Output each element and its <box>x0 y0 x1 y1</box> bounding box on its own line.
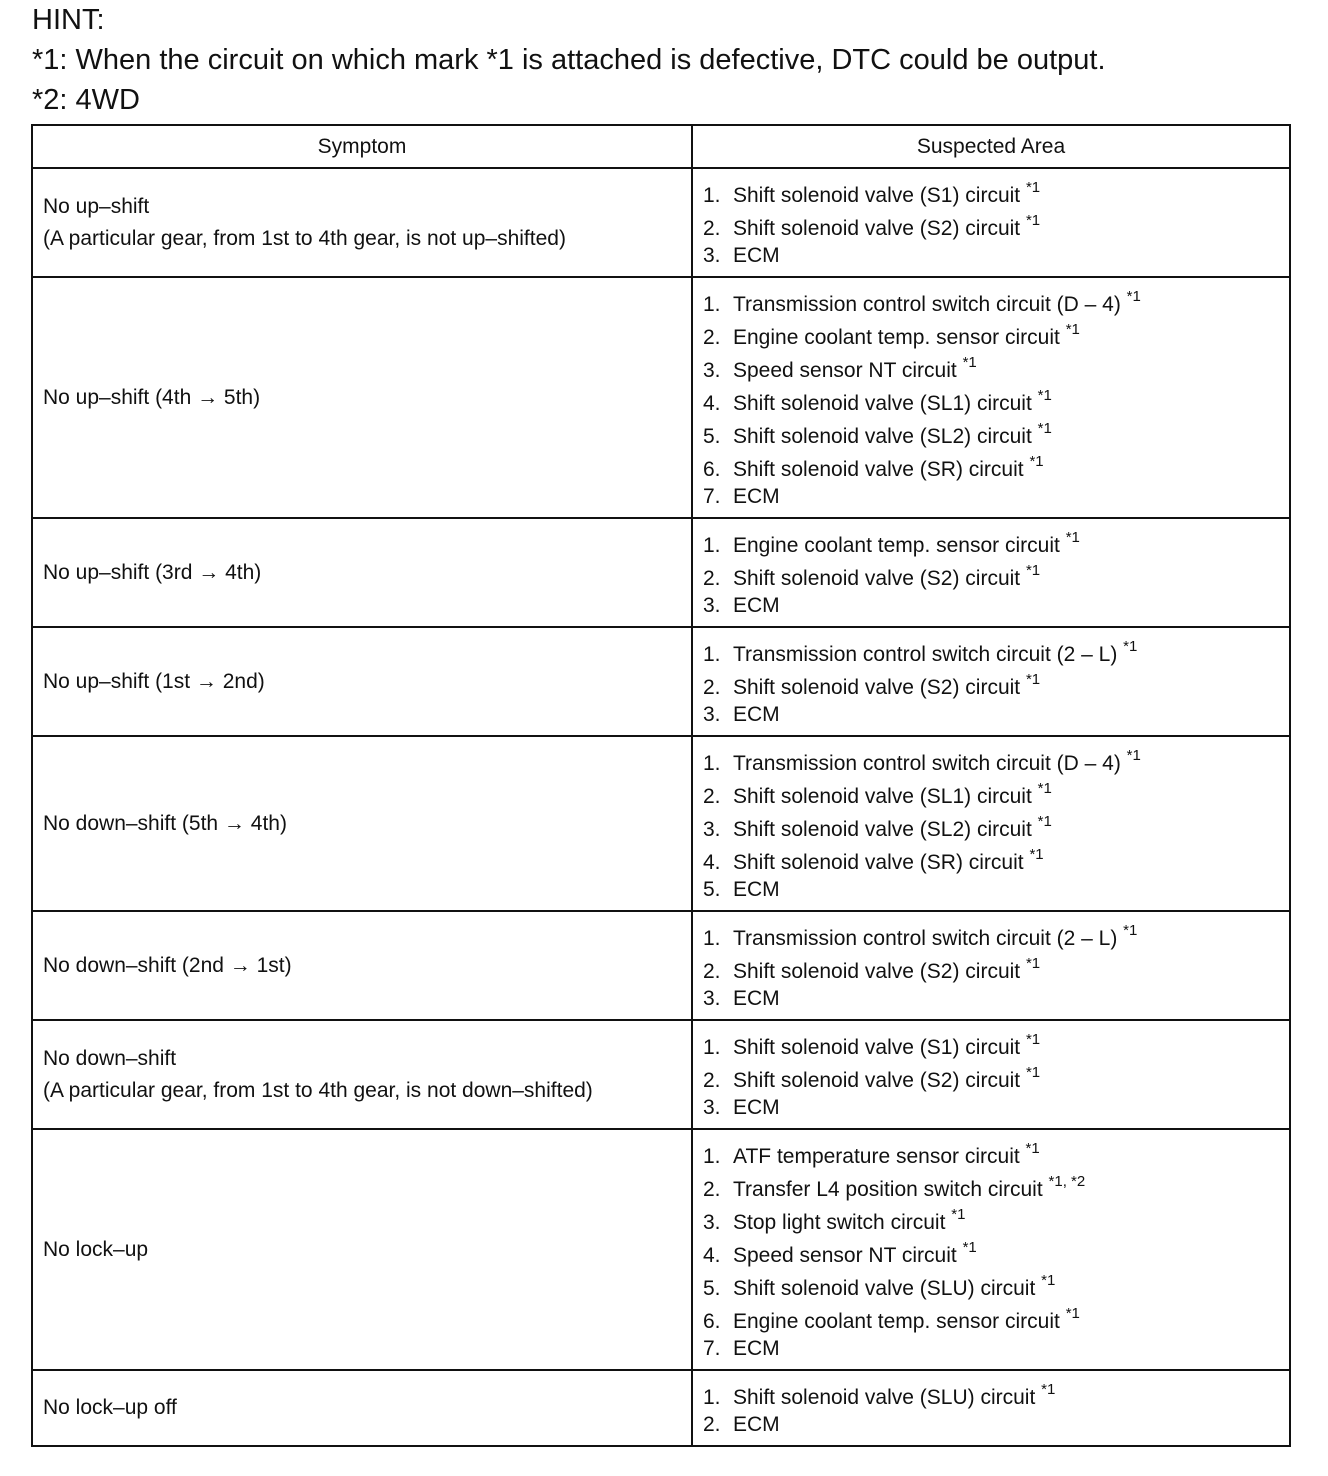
suspected-area-item <box>703 239 1289 272</box>
symptom-cell <box>32 1370 692 1446</box>
item-text: Transmission control switch circuit (2 – L) <box>733 927 1118 950</box>
item-text: ECM <box>733 594 780 617</box>
symptom-cell <box>32 1020 692 1129</box>
symptom-text: No lock–up <box>43 1237 149 1261</box>
footnote-mark: *1 <box>1025 212 1041 229</box>
item-number: 5. <box>703 425 721 448</box>
table-row <box>32 736 1290 911</box>
footnote-mark: *1 <box>1123 638 1138 655</box>
footnote-mark: *1 <box>1037 420 1052 437</box>
suspected-area-item <box>703 840 1289 873</box>
item-number: 1. <box>703 1386 721 1409</box>
item-number: 2. <box>703 326 721 349</box>
item-text: Shift solenoid valve (S1) circuit <box>733 1036 1021 1059</box>
item-number: 3. <box>703 594 721 617</box>
item-text: ECM <box>733 1096 780 1119</box>
item-text: Shift solenoid valve (S1) circuit <box>733 184 1021 207</box>
symptom-text: No up–shift <box>43 194 150 218</box>
suspected-area-item <box>703 173 1289 206</box>
item-text: Shift solenoid valve (SL2) circuit <box>733 425 1032 448</box>
table-body <box>32 168 1290 1446</box>
suspected-area-item <box>703 1332 1289 1365</box>
symptom-cell <box>32 1129 692 1370</box>
suspected-area-item <box>703 807 1289 840</box>
item-text: Shift solenoid valve (SL1) circuit <box>733 785 1032 808</box>
footnote-mark: *1 <box>1029 453 1044 470</box>
item-number: 3. <box>703 359 721 382</box>
hint-title: HINT: <box>32 4 105 36</box>
item-number: 1. <box>703 534 721 557</box>
item-text: Shift solenoid valve (S2) circuit <box>733 217 1021 240</box>
table-row <box>32 277 1290 518</box>
suspected-area-item <box>703 1375 1289 1408</box>
item-text: ECM <box>733 244 780 267</box>
suspected-area-cell <box>692 277 1290 518</box>
item-number: 2. <box>703 960 721 983</box>
hint-block <box>32 0 1106 120</box>
footnote-mark: *1 <box>1065 529 1080 546</box>
suspected-area-item <box>703 632 1289 665</box>
item-number: 2. <box>703 1413 721 1436</box>
footnote-mark: *1 <box>1025 179 1041 196</box>
item-text: Engine coolant temp. sensor circuit <box>733 534 1060 557</box>
item-text: Shift solenoid valve (SL1) circuit <box>733 392 1032 415</box>
item-text: Stop light switch circuit <box>733 1211 946 1234</box>
table-row <box>32 1370 1290 1446</box>
suspected-area-item <box>703 348 1289 381</box>
suspected-area-item <box>703 1299 1289 1332</box>
item-number: 5. <box>703 878 721 901</box>
table-row <box>32 168 1290 277</box>
suspected-area-cell <box>692 911 1290 1020</box>
suspected-area-cell <box>692 518 1290 627</box>
item-text: Transfer L4 position switch circuit <box>733 1178 1043 1201</box>
item-number: 4. <box>703 1244 721 1267</box>
symptom-text: No up–shift (4th → 5th) <box>43 385 261 409</box>
suspected-area-item <box>703 982 1289 1015</box>
item-text: Shift solenoid valve (SR) circuit <box>733 851 1024 874</box>
suspected-area-item <box>703 480 1289 513</box>
suspected-area-item <box>703 414 1289 447</box>
footnote-mark: *1 <box>1025 955 1041 972</box>
item-text: Shift solenoid valve (S2) circuit <box>733 567 1021 590</box>
footnote-mark: *1 <box>1029 846 1044 863</box>
footnote-mark: *1 <box>1037 813 1052 830</box>
suspected-area-item <box>703 1167 1289 1200</box>
suspected-area-item <box>703 282 1289 315</box>
footnote-mark: *1 <box>1126 288 1141 305</box>
suspected-area-item <box>703 206 1289 239</box>
item-number: 6. <box>703 1310 721 1333</box>
item-number: 1. <box>703 1036 721 1059</box>
footnote-mark: *1 <box>951 1206 966 1223</box>
suspected-area-cell <box>692 736 1290 911</box>
item-text: Shift solenoid valve (SR) circuit <box>733 458 1024 481</box>
suspected-area-item <box>703 556 1289 589</box>
item-number: 5. <box>703 1277 721 1300</box>
footnote-mark: *1 <box>1037 780 1052 797</box>
item-text: ECM <box>733 1337 780 1360</box>
item-text: Transmission control switch circuit (D – 4) <box>733 752 1121 775</box>
table-row <box>32 627 1290 736</box>
suspected-area-cell <box>692 1020 1290 1129</box>
item-text: Speed sensor NT circuit <box>733 1244 957 1267</box>
footnote-mark: *1 <box>962 1239 977 1256</box>
item-number: 2. <box>703 1069 721 1092</box>
item-text: Transmission control switch circuit (2 – L) <box>733 643 1118 666</box>
problem-symptoms-table <box>31 124 1291 1447</box>
suspected-area-item <box>703 1091 1289 1124</box>
suspected-area-item <box>703 1266 1289 1299</box>
table-row <box>32 911 1290 1020</box>
symptom-cell <box>32 736 692 911</box>
suspected-area-cell <box>692 168 1290 277</box>
suspected-area-item <box>703 873 1289 906</box>
item-text: Shift solenoid valve (S2) circuit <box>733 1069 1021 1092</box>
hint-note-2: *2: 4WD <box>32 84 140 116</box>
item-text: Engine coolant temp. sensor circuit <box>733 1310 1060 1333</box>
footnote-mark: *1 <box>1065 1305 1080 1322</box>
item-number: 1. <box>703 927 721 950</box>
suspected-area-item <box>703 665 1289 698</box>
item-number: 2. <box>703 217 721 240</box>
item-number: 7. <box>703 485 721 508</box>
symptom-cell <box>32 627 692 736</box>
table-row <box>32 518 1290 627</box>
item-number: 1. <box>703 643 721 666</box>
footnote-mark: *1 <box>1126 747 1141 764</box>
symptom-cell <box>32 277 692 518</box>
item-text: ECM <box>733 987 780 1010</box>
suspected-area-item <box>703 447 1289 480</box>
item-text: Engine coolant temp. sensor circuit <box>733 326 1060 349</box>
item-number: 3. <box>703 244 721 267</box>
table-row <box>32 1020 1290 1129</box>
symptom-cell <box>32 911 692 1020</box>
symptom-text: No lock–up off <box>43 1396 177 1419</box>
symptom-text: No up–shift (1st → 2nd) <box>43 669 265 693</box>
item-number: 7. <box>703 1337 721 1360</box>
item-number: 3. <box>703 1096 721 1119</box>
suspected-area-item <box>703 1058 1289 1091</box>
suspected-area-item <box>703 698 1289 731</box>
item-number: 4. <box>703 392 721 415</box>
footnote-mark: *1 <box>1065 321 1080 338</box>
suspected-area-item <box>703 1200 1289 1233</box>
suspected-area-item <box>703 741 1289 774</box>
item-number: 2. <box>703 567 721 590</box>
symptom-text: (A particular gear, from 1st to 4th gear, is not down–shifted) <box>43 1078 593 1102</box>
item-number: 3. <box>703 818 721 841</box>
item-number: 1. <box>703 1145 721 1168</box>
suspected-area-item <box>703 1408 1289 1441</box>
item-number: 4. <box>703 851 721 874</box>
footnote-mark: *1 <box>1041 1381 1056 1398</box>
footnote-mark: *1 <box>1025 1031 1041 1048</box>
footnote-mark: *1 <box>1025 1064 1041 1081</box>
item-number: 6. <box>703 458 721 481</box>
symptom-text: (A particular gear, from 1st to 4th gear, is not up–shifted) <box>43 226 566 250</box>
footnote-mark: *1 <box>1037 387 1052 404</box>
symptom-text: No down–shift (5th → 4th) <box>43 811 287 835</box>
suspected-area-item <box>703 523 1289 556</box>
footnote-mark: *1 <box>962 354 977 371</box>
item-text: Speed sensor NT circuit <box>733 359 957 382</box>
suspected-area-item <box>703 1233 1289 1266</box>
footnote-mark: *1 <box>1025 562 1041 579</box>
item-number: 3. <box>703 1211 721 1234</box>
symptom-cell <box>32 518 692 627</box>
item-number: 3. <box>703 987 721 1010</box>
footnote-mark: *1 <box>1025 1140 1040 1157</box>
header-symptom: Symptom <box>32 125 692 168</box>
symptom-text: No up–shift (3rd → 4th) <box>43 560 262 584</box>
suspected-area-item <box>703 916 1289 949</box>
suspected-area-cell <box>692 1129 1290 1370</box>
suspected-area-item <box>703 589 1289 622</box>
suspected-area-item <box>703 1134 1289 1167</box>
item-text: ECM <box>733 703 780 726</box>
item-number: 3. <box>703 703 721 726</box>
suspected-area-cell <box>692 627 1290 736</box>
footnote-mark: *1 <box>1025 671 1041 688</box>
item-number: 2. <box>703 676 721 699</box>
item-text: Shift solenoid valve (SLU) circuit <box>733 1386 1036 1409</box>
item-number: 2. <box>703 1178 721 1201</box>
item-text: Shift solenoid valve (SLU) circuit <box>733 1277 1036 1300</box>
item-number: 2. <box>703 785 721 808</box>
footnote-mark: *1 <box>1123 922 1138 939</box>
item-text: Shift solenoid valve (SL2) circuit <box>733 818 1032 841</box>
item-text: Shift solenoid valve (S2) circuit <box>733 676 1021 699</box>
item-text: Shift solenoid valve (S2) circuit <box>733 960 1021 983</box>
item-number: 1. <box>703 752 721 775</box>
item-text: ECM <box>733 1413 780 1436</box>
footnote-mark: *1, *2 <box>1048 1173 1086 1190</box>
hint-note-1: *1: When the circuit on which mark *1 is attached is defective, DTC could be output. <box>32 44 1106 76</box>
header-suspected-area: Suspected Area <box>692 125 1290 168</box>
footnote-mark: *1 <box>1041 1272 1056 1289</box>
suspected-area-item <box>703 315 1289 348</box>
suspected-area-item <box>703 1025 1289 1058</box>
item-text: Transmission control switch circuit (D – 4) <box>733 293 1121 316</box>
item-number: 1. <box>703 293 721 316</box>
item-text: ECM <box>733 878 780 901</box>
table-header-row <box>32 125 1290 168</box>
table-row <box>32 1129 1290 1370</box>
suspected-area-item <box>703 381 1289 414</box>
suspected-area-item <box>703 774 1289 807</box>
item-text: ATF temperature sensor circuit <box>733 1145 1020 1168</box>
symptom-cell <box>32 168 692 277</box>
symptom-text: No down–shift <box>43 1046 177 1070</box>
item-text: ECM <box>733 485 780 508</box>
suspected-area-cell <box>692 1370 1290 1446</box>
item-number: 1. <box>703 184 721 207</box>
suspected-area-item <box>703 949 1289 982</box>
symptom-text: No down–shift (2nd → 1st) <box>43 953 292 977</box>
